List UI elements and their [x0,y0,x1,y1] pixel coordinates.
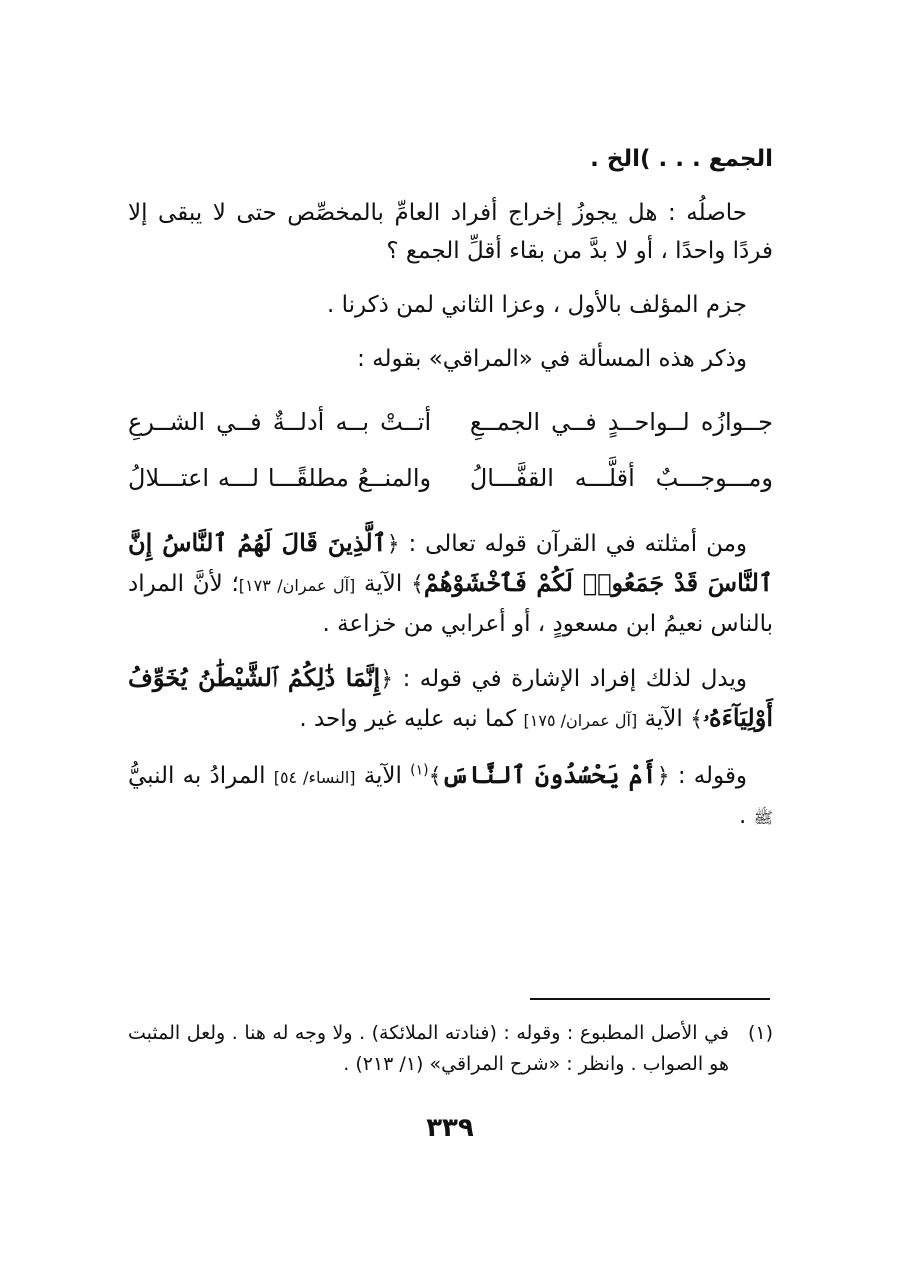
footnote-text: في الأصل المطبوع : وقوله : (فنادته الملائكة) . ولا وجه له هنا . ولعل المثبت هو الصواب . وانظر : «شرح المراقي» (١/ ٢١٣) . [128,1022,729,1075]
quran-close-bracket: ﴾ [410,572,424,597]
verse-2-first-hemistich: ومـــوجـــبٌ أقلَّـــه القفَّـــالُ [469,464,773,492]
paragraph-summary: حاصلُه : هل يجوزُ إخراج أفراد العامِّ بالمخصِّص حتى لا يبقى إلا فردًا واحدًا ، أو لا بدَّ من بقاء أقلِّ الجمع ؟ [128,200,773,264]
poem-verse-1 [128,394,773,450]
poem-verse-2 [128,450,773,506]
poem [128,394,773,506]
verse-1-first-hemistich: جــوازُه لــواحــدٍ فــي الجمــعِ [469,408,773,436]
footnote-separator [530,998,770,1000]
footnote-marker[interactable]: (١) [410,762,429,779]
continued-heading: الجمع . . . )الخ . [590,146,773,172]
verse-1-second-hemistich: أتــتْ بــه أدلــةٌ فــي الشــرعِ [128,408,432,436]
examples-explanation: ؛ لأنَّ المراد بالناس نعيمُ ابن مسعودٍ ، أو أعرابي من خزاعة . [128,571,773,637]
quran-verse-nisa-54: أَمْ يَحْسُدُونَ ٱلنَّاسَ [441,760,657,789]
quran-close-bracket: ﴾ [690,707,704,732]
paragraph-examples [128,524,773,643]
paragraph-maraqi-intro: وذكر هذه المسألة في «المراقي» بقوله : [357,346,747,372]
surah-reference: [آل عمران/ ١٧٥] [523,711,638,730]
quran-open-bracket: ﴿ [380,667,394,692]
sentence-end: . [739,803,747,829]
page-number: ٣٣٩ [426,1113,474,1143]
quran-close-bracket: ﴾ [428,764,442,789]
aya-word: الآية [644,706,683,732]
verse-2-second-hemistich: والمنــعُ مطلقًـــا لـــه اعتـــلالُ [128,464,432,492]
examples-intro: ومن أمثلته في القرآن قوله تعالى : [408,531,748,557]
paragraph-evidence [128,659,773,740]
evidence-conclusion: كما نبه عليه غير واحد . [299,706,517,732]
third-example-explanation: المرادُ به النبيُّ [128,763,266,789]
paragraph-author-view: جزم المؤلف بالأول ، وعزا الثاني لمن ذكرنا . [326,292,747,318]
aya-word: الآية [363,763,402,789]
aya-word: الآية [364,571,403,597]
quran-verse-al-imran-175: إِنَّمَا ذَٰلِكُمُ ٱلشَّيْطَٰنُ يُخَوِّفُ أَوْلِيَآءَهُۥ [128,663,773,732]
page-body [128,140,773,853]
quran-verse-al-imran-173: ٱلَّذِينَ قَالَ لَهُمُ ٱلنَّاسُ إِنَّ ٱلنَّاسَ قَدْ جَمَعُوا۟ لَكُمْ فَٱخْشَوْهُمْ [128,528,774,597]
quran-open-bracket: ﴿ [656,764,670,789]
paragraph-third-example [128,756,773,837]
surah-reference: [النساء/ ٥٤] [273,768,356,787]
surah-reference: [آل عمران/ ١٧٣] [238,576,356,595]
footnote-number: (١) [747,1022,773,1044]
quran-open-bracket: ﴿ [386,532,400,557]
evidence-intro: ويدل لذلك إفراد الإشارة في قوله : [402,666,747,692]
salutation-glyph: ﷺ [753,808,773,827]
footnote [128,1018,773,1080]
third-example-intro: وقوله : [677,763,748,789]
